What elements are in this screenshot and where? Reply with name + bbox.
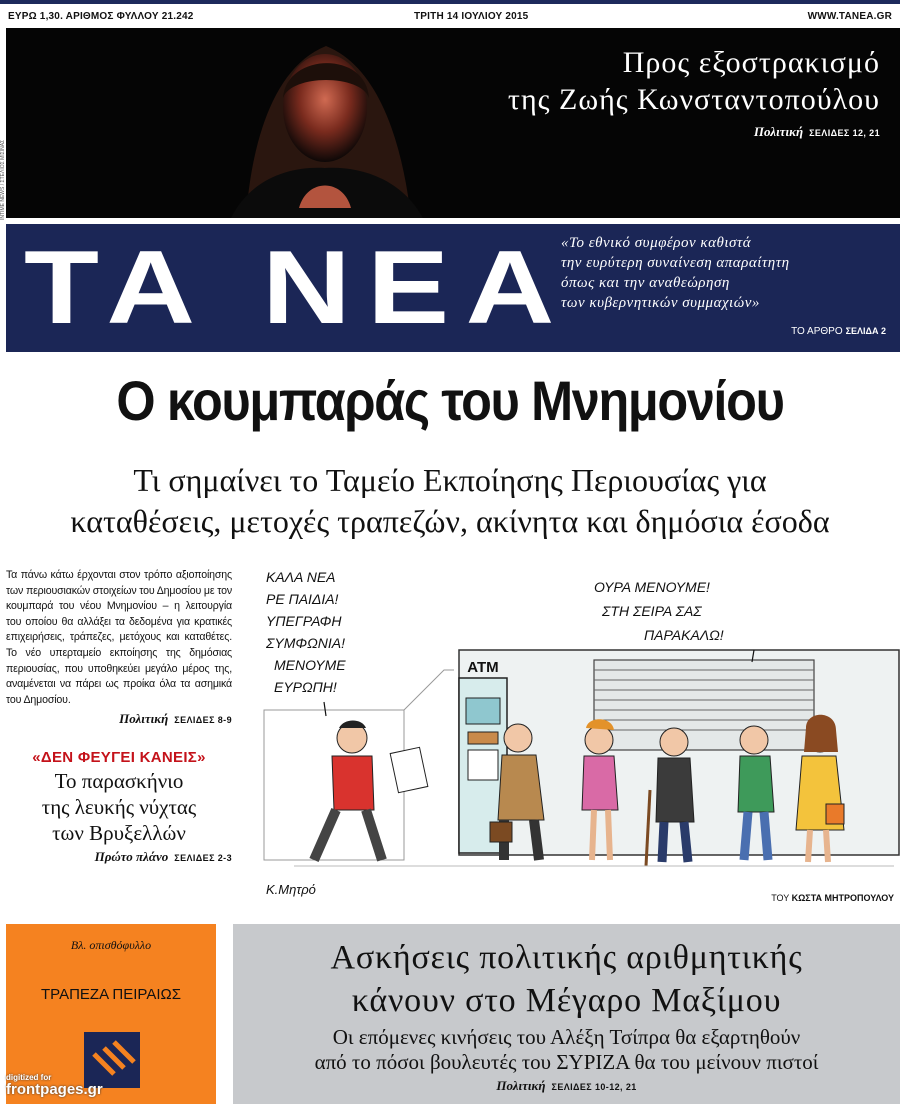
feature-sub-line-1: Οι επόμενες κινήσεις του Αλέξη Τσίπρα θα εξαρτηθούν bbox=[332, 1025, 801, 1049]
photo-credit: INTIME NEWS / ΣΤΕΛΙΟΣ ΜΙΣΙΝΑΣ bbox=[0, 139, 6, 220]
ad-bank-name: ΤΡΑΠΕΖΑ ΠΕΙΡΑΙΩΣ bbox=[41, 986, 181, 1003]
left-column bbox=[6, 568, 232, 865]
bubble2-line-2: ΣΤΗ ΣΕΙΡΑ ΣΑΣ bbox=[602, 603, 702, 619]
main-pages: ΣΕΛΙΔΕΣ 8-9 bbox=[174, 715, 232, 726]
bubble2-line-1: ΟΥΡΑ ΜΕΝΟΥΜΕ! bbox=[594, 579, 710, 595]
editorial-quote bbox=[561, 233, 891, 313]
digitized-watermark bbox=[6, 1072, 103, 1096]
quote-reference bbox=[791, 326, 886, 337]
atm-label: ATM bbox=[467, 659, 499, 676]
bubble1-line-2: ΡΕ ΠΑΙΔΙΑ! bbox=[266, 591, 339, 607]
feature-pages: ΣΕΛΙΔΕΣ 10-12, 21 bbox=[551, 1082, 637, 1092]
feature-subtitle bbox=[233, 1025, 900, 1075]
feature-title-line-2: κάνουν στο Μέγαρο Μαξίμου bbox=[351, 982, 782, 1019]
feature-sub-line-2: από το πόσοι βουλευτές του ΣΥΡΙΖΑ θα του μείνουν πιστοί bbox=[314, 1050, 819, 1074]
masthead bbox=[6, 224, 900, 352]
side-story-line-2: της λευκής νύχτας bbox=[41, 795, 197, 820]
bubble1-line-4: ΣΥΜΦΩΝΙΑ! bbox=[266, 635, 345, 651]
cartoonist-signature: Κ.Μητρό bbox=[266, 882, 316, 897]
side-story-pages: ΣΕΛΙΔΕΣ 2-3 bbox=[174, 853, 232, 864]
website-link[interactable]: WWW.TANEA.GR bbox=[807, 10, 892, 22]
main-headline[interactable]: Ο κουμπαράς του Μνημονίου bbox=[116, 369, 784, 432]
hero-section: Πολιτική bbox=[753, 124, 804, 139]
bubble1-line-1: ΚΑΛΑ ΝΕΑ bbox=[266, 569, 336, 585]
side-story-kicker: «ΔΕΝ ΦΕΥΓΕΙ ΚΑΝΕΙΣ» bbox=[32, 749, 206, 767]
bubble1-line-5: ΜΕΝΟΥΜΕ bbox=[274, 657, 346, 673]
bubble2-line-3: ΠΑΡΑΚΑΛΩ! bbox=[644, 627, 724, 643]
bubble1-line-3: ΥΠΕΓΡΑΦΗ bbox=[266, 613, 342, 629]
side-story-line-3: των Βρυξελλών bbox=[52, 821, 186, 846]
price-issue: ΕΥΡΩ 1,30. ΑΡΙΘΜΟΣ ΦΥΛΛΟΥ 21.242 bbox=[8, 10, 194, 22]
side-story-headline[interactable] bbox=[6, 768, 232, 846]
main-article-reference bbox=[6, 711, 232, 727]
quote-line-2: την ευρύτερη συναίνεση απαραίτητη bbox=[561, 255, 790, 271]
bubble1-line-6: ΕΥΡΩΠΗ! bbox=[274, 679, 337, 695]
cartoon-credit-name: ΚΩΣΤΑ ΜΗΤΡΟΠΟΥΛΟΥ bbox=[791, 893, 894, 903]
editorial-cartoon bbox=[254, 560, 900, 908]
top-info-bar bbox=[0, 0, 900, 28]
quote-ref-label: ΤΟ ΑΡΘΡΟ bbox=[791, 326, 843, 337]
newspaper-logo[interactable]: ΤΑ ΝΕΑ bbox=[24, 230, 571, 346]
quote-line-1: «Το εθνικό συμφέρον καθιστά bbox=[561, 235, 752, 251]
feature-title-line-1: Ασκήσεις πολιτικής αριθμητικής bbox=[330, 939, 803, 976]
main-subhead bbox=[0, 460, 900, 542]
watermark-line-1: digitized for bbox=[6, 1073, 52, 1082]
main-section: Πολιτική bbox=[119, 711, 169, 727]
hero-title-line2: της Ζωής Κωνσταντοπούλου bbox=[507, 83, 880, 116]
hero-pages: ΣΕΛΙΔΕΣ 12, 21 bbox=[809, 128, 880, 138]
cartoon-credit bbox=[771, 893, 894, 903]
feature-reference bbox=[233, 1078, 900, 1094]
hero-title-line1: Προς εξοστρακισμό bbox=[622, 46, 880, 79]
quote-ref-page: ΣΕΛΙΔΑ 2 bbox=[845, 326, 886, 336]
side-story-line-1: Το παρασκήνιο bbox=[54, 769, 184, 794]
hero-reference bbox=[754, 124, 880, 140]
feature-title bbox=[233, 936, 900, 1022]
hero-banner[interactable] bbox=[6, 28, 900, 218]
feature-story[interactable] bbox=[233, 924, 900, 1104]
subhead-line-1: Τι σημαίνει το Ταμείο Εκποίησης Περιουσίας για bbox=[133, 462, 767, 498]
quote-line-4: των κυβερνητικών συμμαχιών» bbox=[561, 295, 760, 311]
side-story-section: Πρώτο πλάνο bbox=[94, 849, 169, 865]
hero-photo bbox=[191, 28, 461, 218]
feature-section: Πολιτική bbox=[496, 1078, 546, 1093]
issue-date: ΤΡΙΤΗ 14 ΙΟΥΛΙΟΥ 2015 bbox=[414, 10, 529, 22]
main-article-body: Τα πάνω κάτω έρχονται στον τρόπο αξιοποίησης των περιουσιακών στοιχείων του Δημοσίου με τον κουμπαρά του νέου Μνημονίου – η λειτουργία του οποίου θα αλλάξει τα δεδομένα για κρατικές επιχειρήσεις, τράπεζες, μετόχους και καταθέτες. Το νέο υπερταμείο εκποίησης της δημόσιας περιουσίας, που υποθηκεύει μεγάλο μέρος της, αναμένεται να πάρει ως προίκα όλα τα ασημικά του Δημοσίου. bbox=[6, 569, 232, 706]
cartoon-credit-prefix: ΤΟΥ bbox=[771, 893, 790, 903]
watermark-line-2: frontpages.gr bbox=[6, 1081, 103, 1098]
subhead-line-2: καταθέσεις, μετοχές τραπεζών, ακίνητα και δημόσια έσοδα bbox=[70, 503, 830, 539]
ad-back-page-note: Βλ. οπισθόφυλλο bbox=[70, 938, 152, 952]
quote-line-3: όπως και την αναθεώρηση bbox=[561, 275, 730, 291]
side-story-reference bbox=[6, 849, 232, 865]
